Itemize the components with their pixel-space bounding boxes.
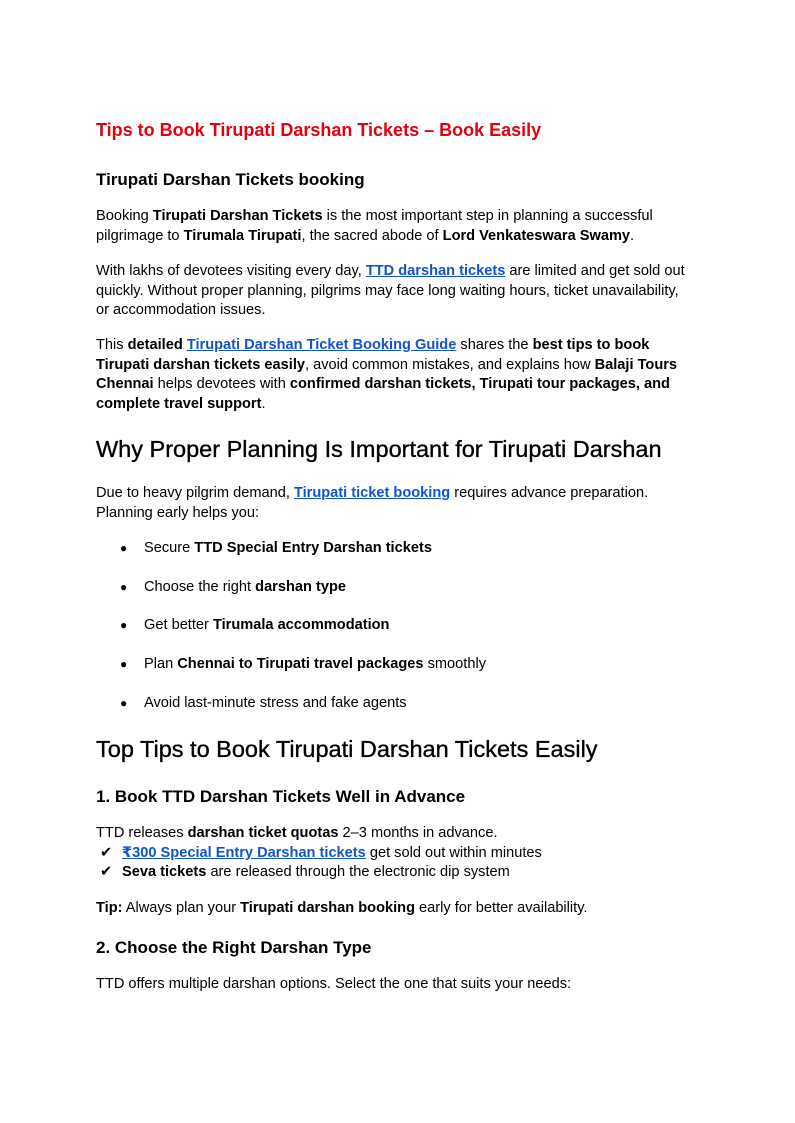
- section-heading-tips: Top Tips to Book Tirupati Darshan Tickets Easily: [96, 736, 598, 762]
- checkmark-icon: ✔: [100, 844, 113, 861]
- checkmark-icon: ✔: [100, 864, 113, 881]
- bullet-icon: ●: [120, 696, 128, 710]
- section-heading-booking: Tirupati Darshan Tickets booking: [96, 170, 365, 189]
- tip1-heading: 1. Book TTD Darshan Tickets Well in Advance: [96, 787, 466, 806]
- bullet-icon: ●: [120, 580, 128, 594]
- paragraph-devotees: With lakhs of devotees visiting every day, TTD darshan tickets are limited and get sold out quickly. Without proper planning, pilgrims may face long waiting hours, ticket unavailability, or accommodation issues.: [96, 263, 685, 319]
- document-title: Tips to Book Tirupati Darshan Tickets – Book Easily: [96, 120, 542, 140]
- tip2-heading: 2. Choose the Right Darshan Type: [96, 938, 372, 957]
- bullet-icon: ●: [120, 657, 128, 671]
- ttd-darshan-tickets-link[interactable]: TTD darshan tickets: [365, 263, 506, 279]
- bullet-icon: ●: [120, 541, 128, 555]
- bullet-icon: ●: [120, 618, 128, 632]
- paragraph-guide: This detailed Tirupati Darshan Ticket Booking Guide shares the best tips to book Tirupati darshan tickets easily, avoid common mistakes, and explains how Balaji Tours Chennai helps devotees with confirmed darshan tickets, Tirupati tour packages, and complete travel support.: [96, 337, 678, 413]
- tirupati-ticket-booking-link[interactable]: Tirupati ticket booking: [293, 485, 451, 501]
- paragraph-tip1: TTD releases darshan ticket quotas 2–3 months in advance. ✔ ₹300 Special Entry Darshan tickets get sold out within minutes ✔ Seva tickets are released through the electronic dip system: [96, 824, 696, 883]
- special-entry-darshan-link[interactable]: ₹300 Special Entry Darshan tickets: [122, 844, 366, 861]
- paragraph-tip2: TTD offers multiple darshan options. Select the one that suits your needs:: [96, 976, 572, 992]
- booking-guide-link[interactable]: Tirupati Darshan Ticket Booking Guide: [186, 337, 457, 353]
- paragraph-tip-note: Tip: Always plan your Tirupati darshan booking early for better availability.: [96, 900, 588, 916]
- section-heading-planning: Why Proper Planning Is Important for Tirupati Darshan: [96, 436, 662, 462]
- paragraph-planning-intro: Due to heavy pilgrim demand, Tirupati ticket booking requires advance preparation. Planning early helps you:: [96, 485, 649, 521]
- paragraph-intro: Booking Tirupati Darshan Tickets is the most important step in planning a successful pilgrimage to Tirumala Tirupati, the sacred abode of Lord Venkateswara Swamy.: [96, 208, 653, 244]
